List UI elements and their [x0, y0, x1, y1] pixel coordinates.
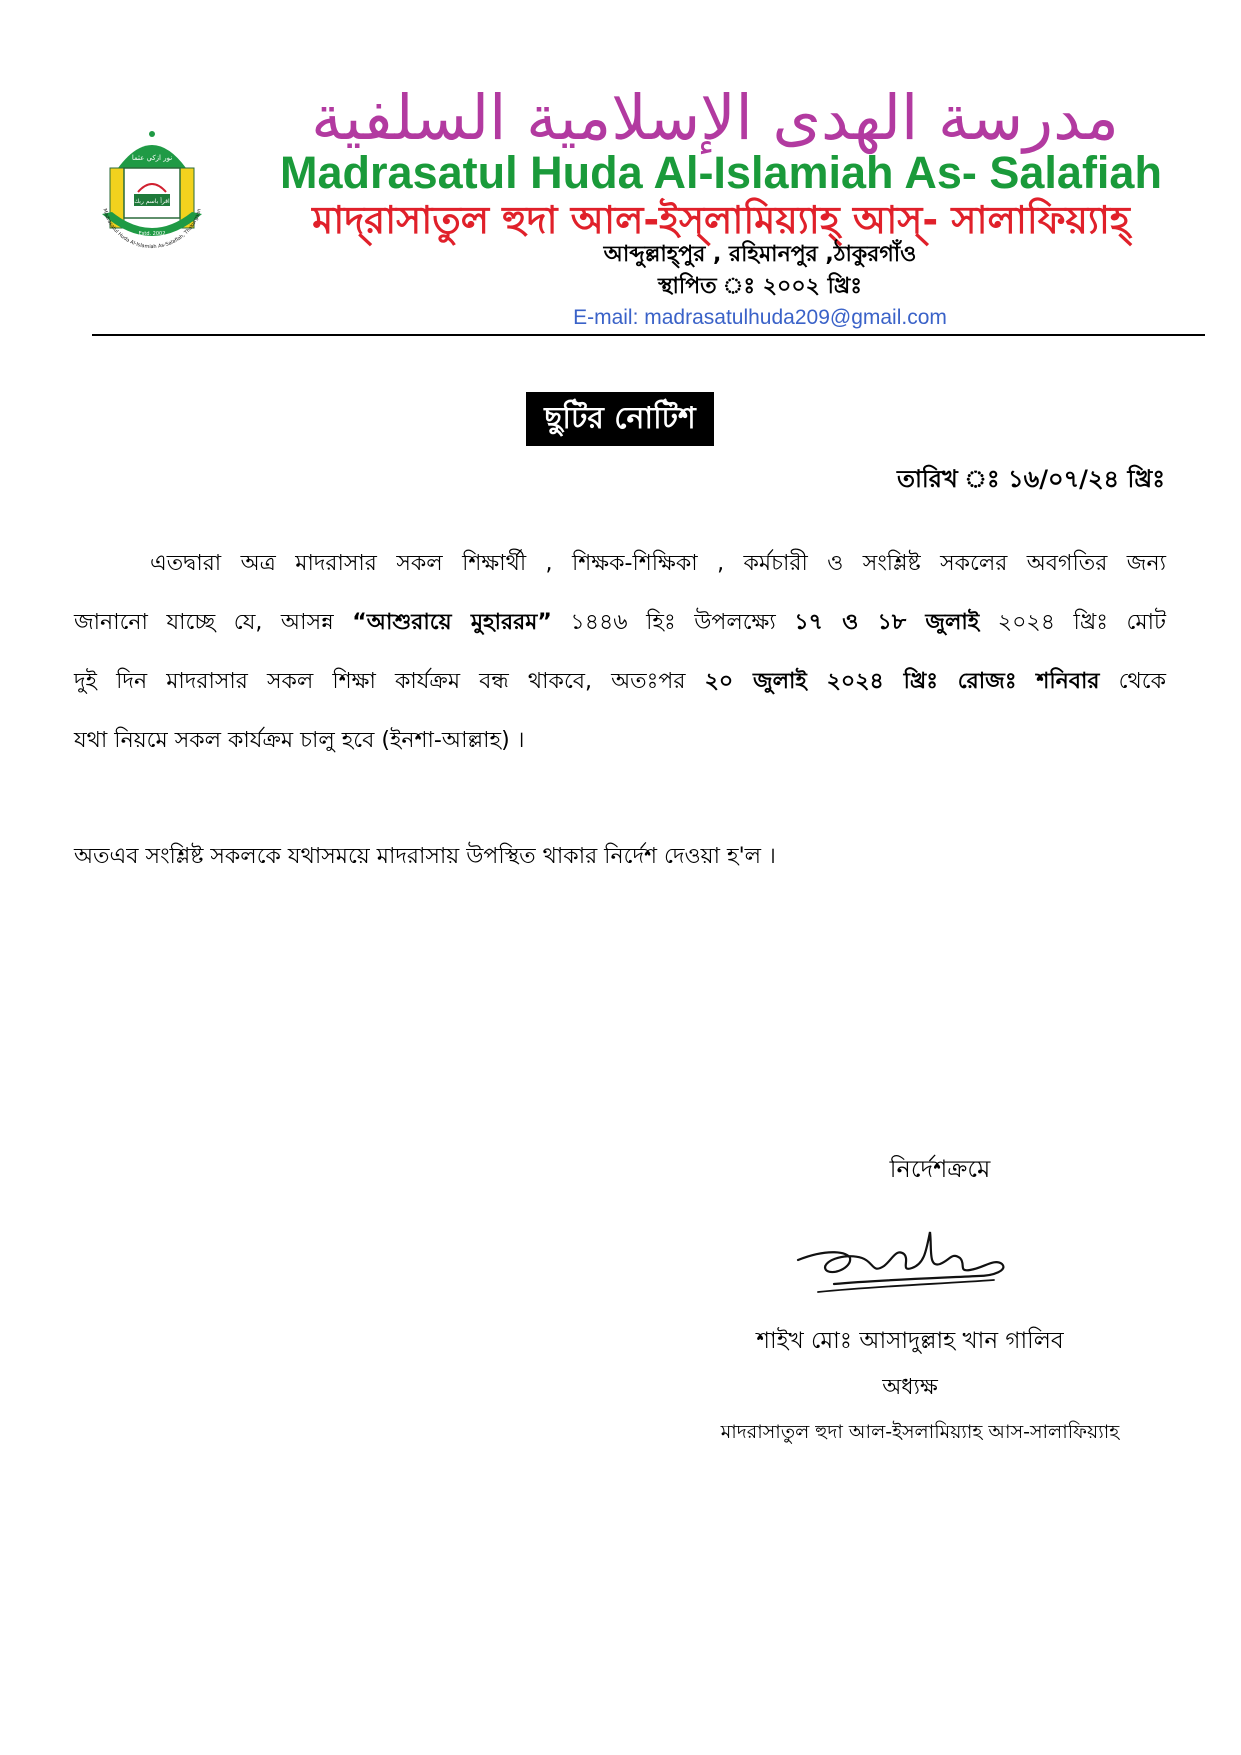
signer-title: অধ্যক্ষ — [882, 1375, 938, 1400]
institution-address: আব্দুল্লাহ্‌পুর , রহিমানপুর ,ঠাকুরগাঁও — [603, 242, 917, 267]
reopen-date: ২০ জুলাই ২০২৪ খ্রিঃ রোজঃ শনিবার — [704, 669, 1100, 694]
body-line-2: জানানো যাচ্ছে যে, আসন্ন “আশুরায়ে মুহাররম” ১৪৪৬ হিঃ উপলক্ষ্যে ১৭ ও ১৮ জুলাই ২০২৪ খ্রিঃ মোট — [74, 610, 1167, 635]
logo-abbr: MHIS — [141, 220, 163, 228]
principal-signature — [788, 1218, 1028, 1298]
arabic-institution-name: مدرسة الهدى الإسلامية السلفية — [311, 81, 1119, 154]
madrasa-logo — [88, 128, 216, 256]
signer-institution: মাদরাসাতুল হুদা আল-ইসলামিয়্যাহ আস-সালাফিয়্যাহ — [720, 1421, 1120, 1443]
body-line-4: যথা নিয়মে সকল কার্যক্রম চালু হবে (ইনশা-আল্লাহ) । — [74, 728, 525, 753]
holiday-dates: ১৭ ও ১৮ জুলাই — [794, 610, 980, 635]
notice-date: তারিখ ঃ ১৬/০৭/২৪ খ্রিঃ — [896, 465, 1165, 493]
header-divider — [92, 334, 1205, 336]
event-name: “আশুরায়ে মুহাররম” — [352, 610, 552, 635]
notice-body — [74, 534, 1166, 770]
notice-instruction: অতএব সংশ্লিষ্ট সকলকে যথাসময়ে মাদরাসায় উপস্থিত থাকার নির্দেশ দেওয়া হ'ল । — [74, 844, 776, 869]
signer-name: শাইখ মোঃ আসাদুল্লাহ খান গালিব — [756, 1328, 1064, 1354]
body-line-1: এতদ্বারা অত্র মাদরাসার সকল শিক্ষার্থী , শিক্ষক-শিক্ষিকা , কর্মচারী ও সংশ্লিষ্ট সকলের অবগতির জন্য — [150, 551, 1166, 576]
logo-arabic-top: نور ازكي عثما — [131, 154, 173, 162]
logo-ring-text: Madrasatul Huda Al-Islamiah As-Salafiah, Thakurgaon — [101, 207, 203, 251]
established-year: স্থাপিত ঃ ২০০২ খ্রিঃ — [657, 274, 863, 299]
notice-title: ছুটির নোটিশ — [526, 392, 714, 446]
bangla-institution-name: মাদ্‌রাসাতুল হুদা আল-ইস্‌লামিয়্যাহ্‌ আস্‌- সালাফিয়্যাহ্‌ — [312, 198, 1130, 242]
logo-estd: Estd. 2002 — [138, 231, 166, 237]
by-order-label: নির্দেশক্রমে — [889, 1155, 991, 1183]
body-line-3: দুই দিন মাদরাসার সকল শিক্ষা কার্যক্রম বন্ধ থাকবে, অতঃপর ২০ জুলাই ২০২৪ খ্রিঃ রোজঃ শনিবার থেকে — [74, 669, 1167, 694]
logo-center-text: اقرأ باسم ربك — [134, 198, 170, 205]
english-institution-name: Madrasatul Huda Al-Islamiah As- Salafiah — [280, 147, 1162, 198]
institution-email: E-mail: madrasatulhuda209@gmail.com — [573, 306, 947, 329]
